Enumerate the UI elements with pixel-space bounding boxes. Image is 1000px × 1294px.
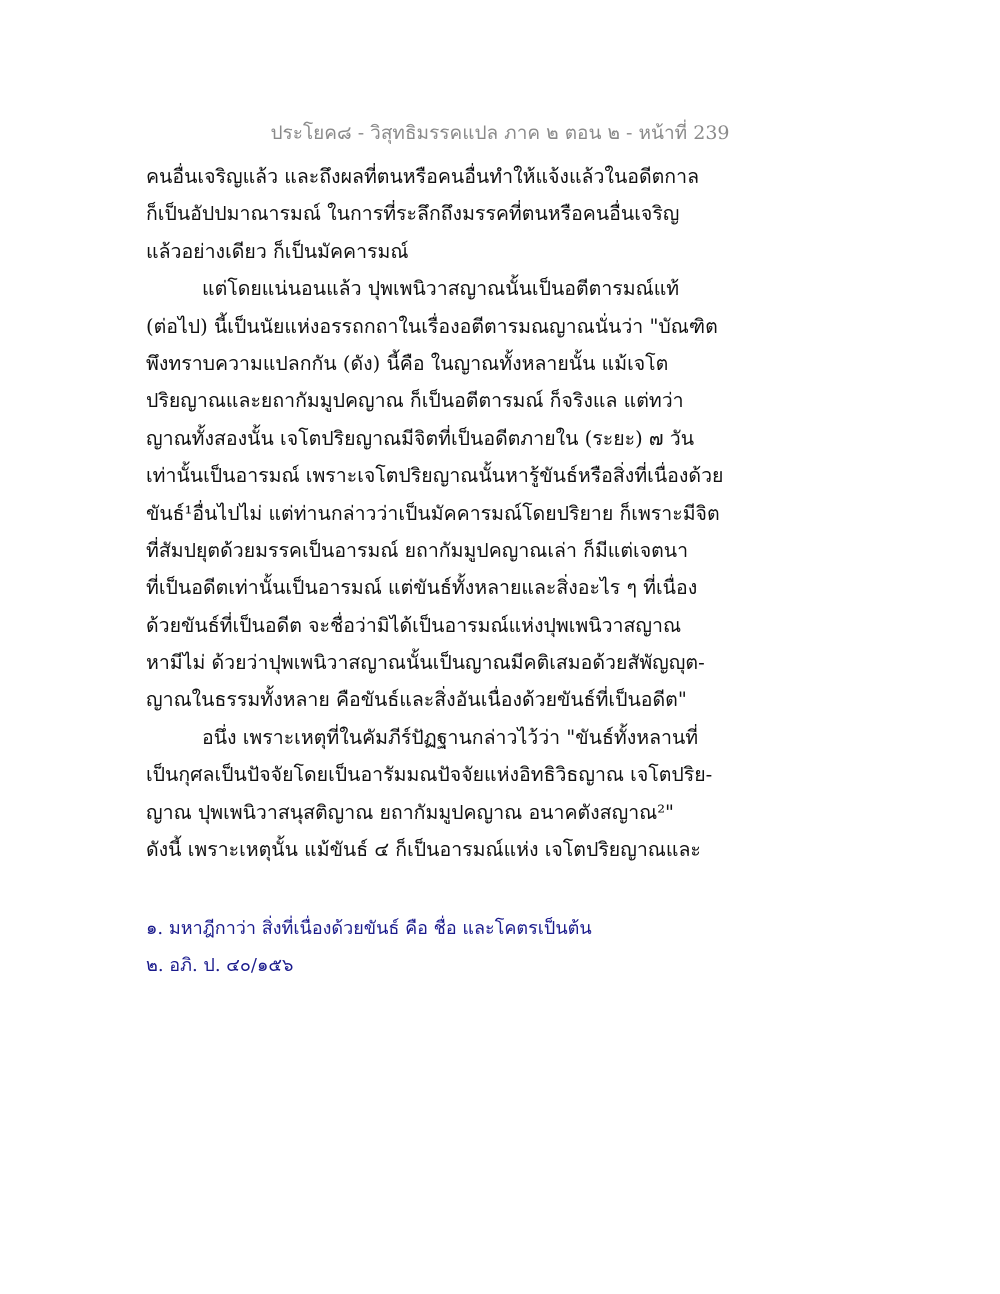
body-line: ญาณทั้งสองนั้น เจโตปริยญาณมีจิตที่เป็นอดีตภายใน (ระยะ) ๗ วัน — [146, 426, 695, 450]
body-line: ปริยญาณและยถากัมมูปคญาณ ก็เป็นอตีตารมณ์ ก็จริงแล แต่ทว่า — [146, 389, 684, 413]
body-line: ขันธ์¹อื่นไปไม่ แต่ท่านกล่าวว่าเป็นมัคคารมณ์โดยปริยาย ก็เพราะมีจิต — [146, 501, 720, 525]
page-header — [0, 118, 1000, 148]
body-line: ที่สัมปยุตด้วยมรรคเป็นอารมณ์ ยถากัมมูปคญาณเล่า ก็มีแต่เจตนา — [146, 538, 689, 562]
footnote: ๒. อภิ. ป. ๔๐/๑๕๖ — [146, 955, 294, 976]
body-line: แต่โดยแน่นอนแล้ว ปุพเพนิวาสญาณนั้นเป็นอตีตารมณ์แท้ — [202, 277, 680, 301]
body-line: ญาณ ปุพเพนิวาสนุสติญาณ ยถากัมมูปคญาณ อนาคตังสญาณ²" — [146, 800, 675, 824]
body-line: เป็นกุศลเป็นปัจจัยโดยเป็นอารัมมณปัจจัยแห่งอิทธิวิธญาณ เจโตปริย- — [146, 763, 713, 787]
body-text — [146, 158, 866, 868]
body-line: อนึ่ง เพราะเหตุที่ในคัมภีร์ปัฏฐานกล่าวไว้ว่า "ขันธ์ทั้งหลานที่ — [202, 725, 699, 749]
body-line: คนอื่นเจริญแล้ว และถึงผลที่ตนหรือคนอื่นทำให้แจ้งแล้วในอดีตกาล — [146, 165, 700, 188]
body-line: ด้วยขันธ์ที่เป็นอดีต จะชื่อว่ามิได้เป็นอารมณ์แห่งปุพเพนิวาสญาณ — [146, 613, 682, 637]
body-line: ญาณในธรรมทั้งหลาย คือขันธ์และสิ่งอันเนื่องด้วยขันธ์ที่เป็นอดีต" — [146, 688, 687, 712]
body-line: (ต่อไป) นี้เป็นนัยแห่งอรรถกถาในเรื่องอตีตารมณญาณนั่นว่า "บัณฑิต — [146, 314, 718, 338]
body-line: เท่านั้นเป็นอารมณ์ เพราะเจโตปริยญาณนั้นหารู้ขันธ์หรือสิ่งที่เนื่องด้วย — [146, 464, 724, 488]
footnote: ๑. มหาฎีกาว่า สิ่งที่เนื่องด้วยขันธ์ คือ ชื่อ และโคตรเป็นต้น — [146, 918, 592, 939]
body-line: หามีไม่ ด้วยว่าปุพเพนิวาสญาณนั้นเป็นญาณมีคติเสมอด้วยสัพัญญุต- — [146, 651, 705, 675]
running-header-text: ประโยค๘ - วิสุทธิมรรคแปล ภาค ๒ ตอน ๒ - หน้าที่ 239 — [270, 122, 730, 144]
footnotes — [146, 910, 866, 984]
body-line: ที่เป็นอดีตเท่านั้นเป็นอารมณ์ แต่ขันธ์ทั้งหลายและสิ่งอะไร ๆ ที่เนื่อง — [146, 576, 698, 600]
body-line: แล้วอย่างเดียว ก็เป็นมัคคารมณ์ — [146, 239, 409, 263]
body-line: ดังนี้ เพราะเหตุนั้น แม้ขันธ์ ๔ ก็เป็นอารมณ์แห่ง เจโตปริยญาณและ — [146, 838, 701, 862]
body-line: ก็เป็นอัปปมาณารมณ์ ในการที่ระลึกถึงมรรคที่ตนหรือคนอื่นเจริญ — [146, 202, 680, 226]
body-line: พึงทราบความแปลกกัน (ดัง) นี้คือ ในญาณทั้งหลายนั้น แม้เจโต — [146, 351, 669, 375]
